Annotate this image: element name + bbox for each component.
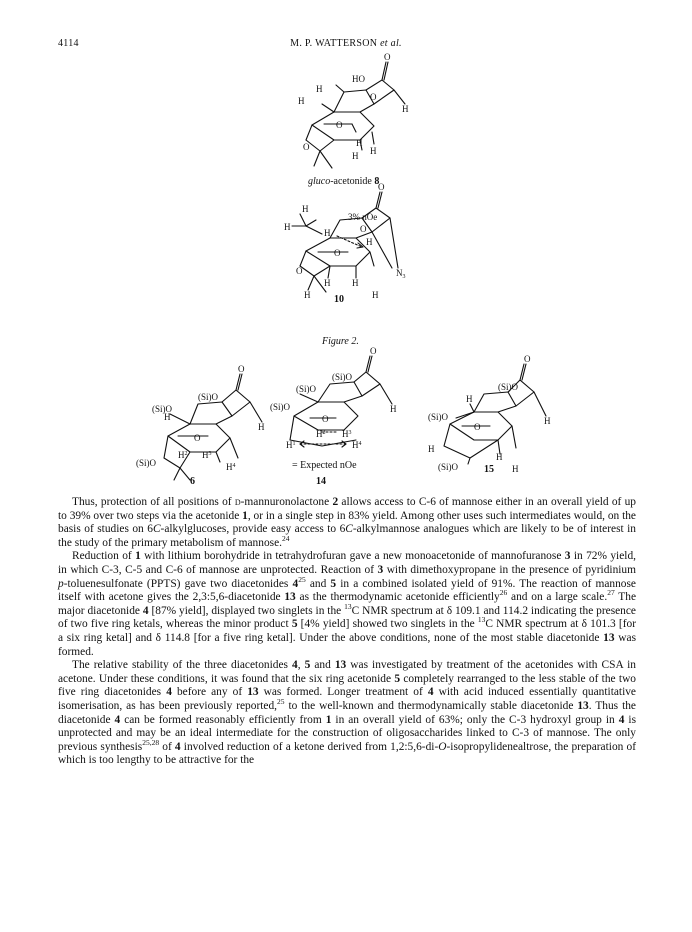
- compound-15-bonds: [444, 364, 546, 464]
- c10-h-ring: H: [366, 237, 373, 247]
- c10-n3: [396, 268, 406, 280]
- compound-8-caption: [308, 176, 379, 187]
- c8-h6: H: [370, 146, 377, 156]
- c14-o-ring: O: [322, 414, 329, 424]
- c10-o2: O: [296, 266, 303, 276]
- paragraph-3: The relative stability of the three diacetonides 4, 5 and 13 was investigated by treatment of the acetonides with CSA in acetone. Under these conditions, it was found that the six ring acetonide 5 completely rearranged to the less stable of the two five ring diacetonides 4 before any of 13 was formed. Longer treatment of 4 with acid induced essentially quantitative isomerisation, as has been previously reported,$^{25}$ to the well-known and thermodynamically stable diacetonide 13. Thus the diacetonide 4 can be formed reasonably efficiently from 1 in an overall yield of 63%; only the C-3 hydroxyl group in 4 is unprotected and may be an ideal intermediate for the construction of oligosaccharides linked to C-3 of mannose. The only previous synthesis$^{25,28}$ of 4 involved reduction of a ketone derived from 1,2:5,6-di-O-isopropylidenealtrose, the preparation of which is too lengthy to be attractive for the: [58, 659, 636, 767]
- c14-h3: $H^3$: [342, 429, 352, 439]
- c6-si2: (Si)O: [152, 404, 172, 414]
- compound-10-atoms: [284, 182, 406, 300]
- c15-o-ring: O: [474, 422, 481, 432]
- c6-si1: (Si)O: [198, 392, 218, 402]
- c6-si3: (Si)O: [136, 458, 156, 468]
- c10-h-methyl2: H: [284, 222, 291, 232]
- c14-si1: (Si)O: [332, 372, 352, 382]
- compound-6-number: 6: [190, 476, 195, 487]
- c8-o2: O: [336, 120, 343, 130]
- compound-14-number: 14: [316, 476, 326, 487]
- c10-h-methyl: H: [302, 204, 309, 214]
- c6-o-ring: O: [194, 433, 201, 443]
- c10-h1: H: [324, 278, 331, 288]
- c10-h2: H: [352, 278, 359, 288]
- c6-h3: $H^3$: [202, 450, 212, 460]
- c6-h4: $H^4$: [226, 462, 236, 472]
- compound-15-number: 15: [484, 464, 494, 475]
- c8-h2: H: [298, 96, 305, 106]
- c6-h-right: H: [258, 422, 265, 432]
- c8-ho: HO: [352, 74, 365, 84]
- body-text: [58, 496, 636, 768]
- c10-o-ring: O: [360, 224, 367, 234]
- c14-h2: $H^2$: [316, 429, 326, 439]
- c15-si3: (Si)O: [438, 462, 458, 472]
- c8-h3: H: [402, 104, 409, 114]
- figure-caption: Figure 2.: [322, 336, 359, 347]
- c15-h1: H: [428, 444, 435, 454]
- c15-si2: (Si)O: [428, 412, 448, 422]
- c8-h4: H: [356, 138, 363, 148]
- c14-o-carbonyl: O: [370, 346, 377, 356]
- c8-cap-rest: -acetonide: [330, 176, 372, 187]
- compound-8-atoms: [298, 52, 409, 161]
- c14-si2: (Si)O: [296, 384, 316, 394]
- c10-h4: H: [372, 290, 379, 300]
- c15-h-top: H: [466, 394, 473, 404]
- compound-6-atoms: [136, 364, 265, 472]
- c14-si3: (Si)O: [270, 402, 290, 412]
- c8-cap-italic: gluco: [308, 176, 331, 187]
- c6-h2: $H^2$: [178, 450, 188, 460]
- c6-h1: H: [164, 412, 171, 422]
- c8-h1: H: [316, 84, 323, 94]
- page-number: 4114: [58, 38, 79, 49]
- c14-h4: $H^4$: [352, 440, 362, 450]
- c15-o-carbonyl: O: [524, 354, 531, 364]
- c8-o1: O: [370, 92, 377, 102]
- c10-h3: H: [304, 290, 311, 300]
- c15-si1: (Si)O: [498, 382, 518, 392]
- c14-h1: $H^1$: [286, 440, 296, 450]
- c10-o-carbonyl: O: [378, 182, 385, 192]
- c8-o3: O: [303, 142, 310, 152]
- compound-14-atoms: [270, 346, 397, 450]
- running-head-etal: et al.: [380, 38, 402, 49]
- paragraph-1: Thus, protection of all positions of d-mannuronolactone 2 allows access to C-6 of mannose either in an overall yield of up to 39% over two steps via the acetonide 1, or in a single step in 83% yield. Among other uses such intermediates would, on the basis of studies on 6C-alkylglucoses, provide easy access to 6C-alkylmannose analogues which are likely to be of interest in the study of the primary metabolism of mannose.$^{24}$: [58, 496, 637, 549]
- c14-legend: = Expected nOe: [292, 460, 357, 471]
- c15-h-right: H: [544, 416, 551, 426]
- c10-noe-label: 3% nOe: [348, 212, 378, 222]
- compound-15-atoms: [428, 354, 551, 474]
- c10-n: N: [396, 268, 403, 278]
- c8-cap-number: 8: [374, 176, 380, 187]
- c15-h3: H: [512, 464, 519, 474]
- c8-o-carbonyl: O: [384, 52, 391, 62]
- c10-h-methyl3: H: [324, 228, 331, 238]
- c15-h2: H: [496, 452, 503, 462]
- c10-o1: O: [334, 248, 341, 258]
- running-head-author: M. P. WATTERSON: [290, 38, 378, 49]
- c10-n-sub: 3: [402, 274, 406, 280]
- c6-o-carbonyl: O: [238, 364, 245, 374]
- compound-6-bonds: [164, 374, 262, 480]
- compound-10-number: 10: [334, 294, 344, 305]
- c8-h5: H: [352, 151, 359, 161]
- c14-h-right: H: [390, 404, 397, 414]
- compound-14-bonds: [290, 356, 392, 447]
- paragraph-2: Reduction of 1 with lithium borohydride in tetrahydrofuran gave a new monoacetonide of mannofuranose 3 in 72% yield, in which C-3, C-5 and C-6 of mannose are unprotected. Reaction of 3 with dimethoxypropane in the presence of pyridinium p-toluenesulfonate (PPTS) gave two diacetonides $4^{25}$ and 5 in a combined isolated yield of 91%. The reaction of mannose itself with acetone gives the 2,3:5,6-diacetonide 13 as the thermodynamic acetonide efficiently$^{26}$ and on a large scale.$^{27}$ The major diacetonide 4 [87% yield], displayed two singlets in the $^{13}$C NMR spectrum at δ 109.1 and 114.2 indicating the presence of two five ring ketals, whereas the minor product 5 [4% yield] showed two singlets in the $^{13}$C NMR spectrum at δ 101.3 [for a six ring ketal] and δ 114.8 [for a five ring ketal]. Under the above conditions, none of the most stable diacetonide 13 was formed.: [58, 550, 636, 658]
